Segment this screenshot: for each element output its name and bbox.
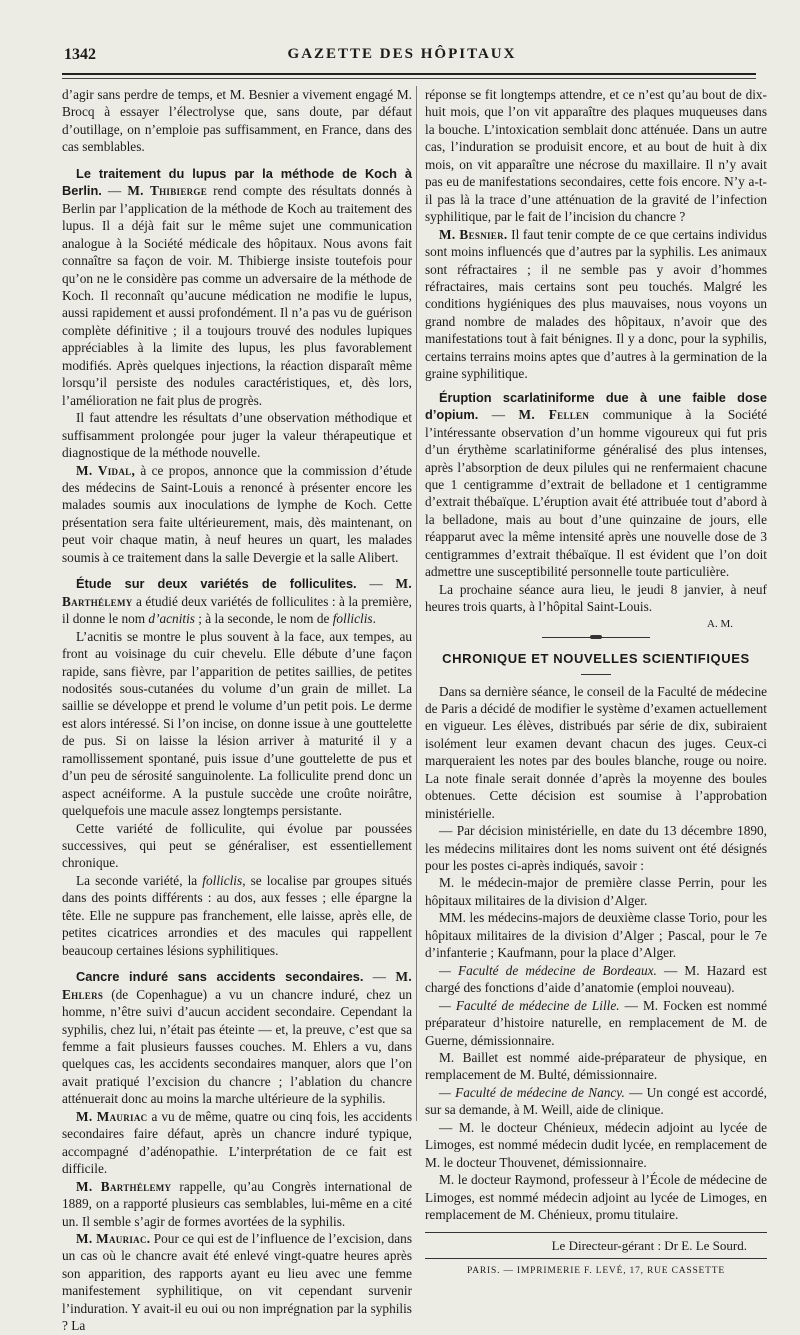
page-number: 1342	[64, 46, 96, 63]
author-name: M. Mauriac	[76, 1108, 148, 1124]
paragraph-text: ; à la seconde, le nom de	[194, 611, 333, 627]
header-rule	[62, 73, 756, 75]
paragraph-text: Il faut tenir compte de ce que certains individus sont moins influencés que d’autres par la syphilis. Les animaux sont réfractaires ; il ne semble pas y avoir d’hommes réfractaires, mais certains sont peu touchés. Malgré les conditions hygiéniques des plus mauvaises, nous voyons un grand nombre de malades des hôpitaux, n’avoir que des manifestations tout à fait bénignes. Il y a donc, pour la syphilis, certains terrains moins aptes que d’autres à la germination de la graine syphilitique.	[425, 226, 767, 382]
paragraph: M. Baillet est nommé aide-préparateur de physique, en remplacement de M. Bulté, démissionnaire.	[425, 1050, 767, 1083]
faculty-label: — Faculté de médecine de Nancy.	[439, 1084, 625, 1100]
section-lupus: Le traitement du lupus par la méthode de Koch à Berlin. — M. Thibierge rend compte des résultats donnés à Berlin par l’application de la méthode de Koch au traitement des lupus. Il a déjà fait sur le même sujet une communication analogue à la Société médicale des hôpitaux. Nous avons fait connaître sa façon de voir. M. Thibierge insiste toutefois pour qu’on ne le considère pas comme un adversaire de la méthode de Koch. Il reconnaît qu’aucune médication ne modifie le lupus, aussi rapidement et aussi profondément. Il n’a pas vu de guérison complète définitive ; il a toujours trouvé des nodules lupiques appréciables à la limite des lupus, les plus favorablement modifiés. Après quelques injections, la réaction disparaît même lorsqu’il persiste des nodules caractéristiques, et, dès lors, l’amélioration ne fait plus de progrès.	[62, 165, 412, 408]
section-folliculites: Étude sur deux variétés de folliculites. — M. Barthélemy a étudié deux variétés de folliculites : à la première, il donne le nom d’acnitis ; à la seconde, le nom de folliclis.	[62, 576, 412, 627]
section-chancre: Cancre induré sans accidents secondaires. — M. Ehlers (de Copenhague) a vu un chancre induré, chez un homme, n’être suivi d’aucun accident secondaire. Cependant la syphilis, chez lui, n’était pas éteinte — et, la preuve, c’est que sa femme a fait plusieurs fausses couches. M. Ehlers a vu, dans quelques cas, les accidents secondaires manquer, alors que l’on avait pratiqué l’excision du chancre ; l’ablation du chancre atténuerait donc au moins la marche ultérieure de la syphilis.	[62, 969, 412, 1107]
paragraph-text: a étudié deux variétés de folliculites : à la première, il donne le nom	[62, 593, 412, 627]
paragraph	[425, 226, 767, 383]
author-name: M. Barthélemy	[76, 1178, 172, 1194]
title-rule	[581, 674, 611, 675]
page-header	[50, 44, 754, 68]
right-column	[425, 86, 767, 1280]
paragraph: d’agir sans perdre de temps, et M. Besnier a vivement engagé M. Brocq à essayer l’électrolyse que, sans doute, par défaut d’outillage, on n’emploie pas suffisamment, en France, dans des cas semblables.	[62, 87, 412, 155]
footer-rule	[425, 1232, 767, 1233]
paragraph: La prochaine séance aura lieu, le jeudi 8 janvier, à neuf heures trois quarts, à l’hôpital Saint-Louis.	[425, 581, 767, 615]
paragraph-text: .	[372, 611, 376, 627]
paragraph: — M. le docteur Chénieux, médecin adjoint au lycée de Limoges, est nommé médecin dudit lycée, en remplacement de M. le docteur Thouvenet, démissionnaire.	[425, 1119, 767, 1170]
paragraph	[425, 1084, 767, 1119]
author-name: M. Ehlers	[62, 969, 412, 1002]
paragraph-text: Pour ce qui est de l’influence de l’excision, dans un cas où le chancre avait été enlevé vingt-quatre heures après son apparition, des rapports ayant eu lieu avec une femme manifestement syphilitique, on vit cependant survenir l’induration. Y avait-il eu oui ou non imprégnation par la syphilis ? La	[62, 1231, 413, 1334]
paragraph	[425, 997, 767, 1049]
paragraph-text: a vu de même, quatre ou cinq fois, les accidents secondaires faire défaut, après un chancre induré typique, accompagné d’adénopathie. L’interprétation de ce fait est difficile.	[62, 1108, 412, 1177]
paragraph: Dans sa dernière séance, le conseil de la Faculté de médecine de Paris a décidé de modifier le système d’examen actuellement en vigueur. Les élèves, distribués par série de dix, subiraient isolément leur examen devant chacun des juges. Ceux-ci marqueraient les notes par des boules blanche, rouge ou noire. La note finale serait donnée d’après la moyenne des boules obtenues. Cette décision est soumise à l’approbation ministérielle.	[425, 683, 767, 821]
paragraph	[62, 872, 412, 959]
left-column	[62, 86, 412, 1335]
paragraph-text: à ce propos, annonce que la commission d’étude des médecins de Saint-Louis a renoncé à présenter encore les malades soumis aux inoculations de lymphe de Koch. Cette présentation sera faite ultérieurement, mais, dès maintenant, on peut voir chaque matin, à neuf heures un quart, les malades soumis à ce traitement dans la salle Devergie et la salle Alibert.	[62, 462, 412, 565]
section-title: Étude sur deux variétés de folliculites.	[76, 576, 357, 592]
term: d’acnitis	[148, 611, 195, 627]
paragraph	[62, 462, 412, 567]
author-name: M. Barthélemy	[62, 576, 412, 609]
paragraph-text: rend compte des résultats donnés à Berlin par l’application de la méthode de Koch au traitement des lupus. Il a déjà fait sur le même sujet une communication analogue à la Société médicale des hôpitaux. Nous avons fait connaître sa façon de voir. M. Thibierge insiste toutefois pour qu’on ne le considère pas comme un adversaire de la méthode de Koch. Il reconnaît qu’aucune médication ne modifie le lupus, aussi rapidement et aussi profondément. Il n’a pas vu de guérison complète définitive ; il a toujours trouvé des nodules lupiques appréciables à la limite des lupus, les plus favorablement modifiés. Après quelques injections, la réaction disparaît même lorsqu’il persiste des nodules caractéristiques, et, dès lors, l’amélioration ne fait plus de progrès.	[62, 183, 412, 408]
author-name: M. Mauriac.	[76, 1231, 151, 1246]
faculty-label: — Faculté de médecine de Bordeaux.	[439, 962, 657, 978]
paragraph: Cette variété de folliculite, qui évolue par poussées successives, qui peut se généraliser, est essentiellement chronique.	[62, 820, 412, 871]
paragraph	[425, 962, 767, 997]
section-title: Le traitement du lupus par la méthode de Koch à Berlin.	[62, 165, 412, 199]
signature: A. M.	[707, 617, 733, 630]
paragraph: M. le docteur Raymond, professeur à l’École de médecine de Limoges, est nommé médecin adjoint au lycée de Limoges, en remplacement de M. Chénieux, promu titulaire.	[425, 1172, 767, 1223]
faculty-label: — Faculté de médecine de Lille.	[439, 997, 620, 1013]
paragraph: réponse se fit longtemps attendre, et ce n’est qu’au bout de dix-huit mois, que l’on vit apparaître des plaques muqueuses dans la bouche. L’intoxication semblait donc atténuée. Dans un autre cas, l’induration se produisit encore, et au bout de huit à dix mois, on vit apparaître une nécrose du maxillaire. Il n’y avait pas eu de manifestations secondaires, cette fois encore. N’y a-t-il pas là la trace d’une atténuation de la gravité de l’infection syphilitique, par le fait de l’incision du chancre ?	[425, 87, 767, 225]
paragraph-text: , se localise par groupes situés dans des points différents : au dos, aux fesses ; elle épargne la tête. Elle ne suppure pas franchement, elle laisse, après elle, de petites cicatrices arrondies et des macules qui rappellent beaucoup certaines lésions syphilitiques.	[62, 872, 412, 958]
paragraph	[62, 1108, 412, 1178]
author-name: M. Vidal,	[76, 462, 136, 478]
paragraph: MM. les médecins-majors de deuxième classe Torio, pour les hôpitaux militaires de la division d’Alger ; Pascal, pour le 7e d’infanterie ; Kaufmann, pour la place d’Alger.	[425, 910, 767, 961]
author-name: M. Thibierge	[127, 183, 208, 199]
paragraph: Il faut attendre les résultats d’une observation méthodique et suffisamment prolongée pour juger la valeur thérapeutique et diagnostique de la méthode nouvelle.	[62, 410, 412, 461]
chronique-title: CHRONIQUE ET NOUVELLES SCIENTIFIQUES	[442, 651, 750, 667]
term: folliclis	[332, 611, 373, 627]
paragraph-text: rappelle, qu’au Congrès international de 1889, on a rapporté plusieurs cas semblables, lui-même en a cité un. Il semble s’agir de formes avortées de la syphilis.	[62, 1178, 412, 1229]
journal-title: GAZETTE DES HÔPITAUX	[287, 46, 517, 62]
section-title: Cancre induré sans accidents secondaires.	[76, 969, 364, 985]
printer-line: PARIS. — IMPRIMERIE F. LEVÉ, 17, RUE CASSETTE	[467, 1266, 725, 1276]
paragraph-text: — M. Hazard est chargé des fonctions d’aide d’anatomie (emploi nouveau).	[425, 962, 767, 996]
section-title: Éruption scarlatiniforme due à une faible dose d’opium.	[425, 389, 767, 423]
author-name: M. Besnier.	[439, 226, 508, 242]
paragraph-text: — M. Focken est nommé préparateur d’histoire naturelle, en remplacement de M. de Guerne, démissionnaire.	[425, 997, 767, 1048]
column-separator	[416, 86, 417, 1121]
director-line: Le Directeur-gérant : Dr E. Le Sourd.	[551, 1237, 747, 1253]
paragraph-text: — Un congé est accordé, sur sa demande, à M. Weill, aide de clinique.	[425, 1084, 767, 1118]
paragraph: M. le médecin-major de première classe Perrin, pour les hôpitaux militaires de la division d’Alger.	[425, 875, 767, 908]
paragraph: L’acnitis se montre le plus souvent à la face, aux tempes, au front au voisinage du cuir chevelu. Elle débute d’une façon rapide, sans fièvre, par l’apparition de petites saillies, de petites nodosités sous-cutanées du volume d’un grain de millet. La saillie se développe et prend le volume d’un petit pois. Le derme est alors intéressé. Si l’on incise, on donne issue à une gouttelette de pus. Si on laisse la lésion arriver à maturité il y a ramollissement spontané, puis issue d’une gouttelette de pus et d’un peu de sérosité sanguinolente. La folliculite prend donc un aspect acnéiforme. A la pustule succède une croûte noirâtre, quelquefois une macule assez longtemps persistante.	[62, 628, 412, 819]
paragraph	[62, 1178, 412, 1230]
footer-rule	[425, 1258, 767, 1259]
paragraph: — Par décision ministérielle, en date du 13 décembre 1890, les médecins militaires dont les noms suivent ont été désignés pour les postes ci-après indiqués, savoir :	[425, 823, 767, 874]
section-eruption: Éruption scarlatiniforme due à une faible dose d’opium. — M. Fellen communique à la Société l’intéressante observation d’un homme vigoureux qui fut pris d’un érythème scarlatiniforme généralisé des plus intenses, après l’absorption de deux pilules qui ne renfermaient chacune que 1 centigramme d’extrait de belladone et 1 centigramme d’extrait thébaïque. L’éruption avait été attribuée tout d’abord à la belladone, mais au bout d’une quinzaine de jours, elle réapparut avec la même intensité après une nouvelle dose de 3 centigrammes d’extrait thébaïque. Il est évident que l’on doit admettre une susceptibilité personnelle toute particulière.	[425, 389, 767, 580]
term: folliclis	[202, 872, 243, 888]
header-rule-thin	[62, 78, 756, 79]
paragraph-text: communique à la Société l’intéressante observation d’un homme vigoureux qui fut pris d’un érythème scarlatiniforme généralisé des plus intenses, après l’absorption de deux pilules qui ne renfermaient chacune que 1 centigramme d’extrait de belladone et 1 centigramme d’extrait thébaïque. L’éruption avait été attribuée tout d’abord à la belladone, mais au bout d’une quinzaine de jours, elle réapparut avec la même intensité après une nouvelle dose de 3 centigrammes d’extrait thébaïque. Il est évident que l’on doit admettre une susceptibilité personnelle toute particulière.	[425, 407, 767, 580]
paragraph-text: La seconde variété, la	[76, 872, 203, 888]
section-divider	[542, 637, 650, 638]
paragraph	[62, 1230, 412, 1335]
author-name: M. Fellen	[518, 407, 590, 423]
paragraph-text: (de Copenhague) a vu un chancre induré, chez un homme, n’être suivi d’aucun accident secondaire. Cependant la syphilis, chez lui, n’était pas éteinte — et, la preuve, c’est que sa femme a fait plusieurs fausses couches. M. Ehlers a vu, dans quelques cas, les accidents secondaires manquer, alors que l’on avait pratiqué l’excision du chancre ; l’ablation du chancre atténuerait donc au moins la marche ultérieure de la syphilis.	[62, 986, 412, 1107]
